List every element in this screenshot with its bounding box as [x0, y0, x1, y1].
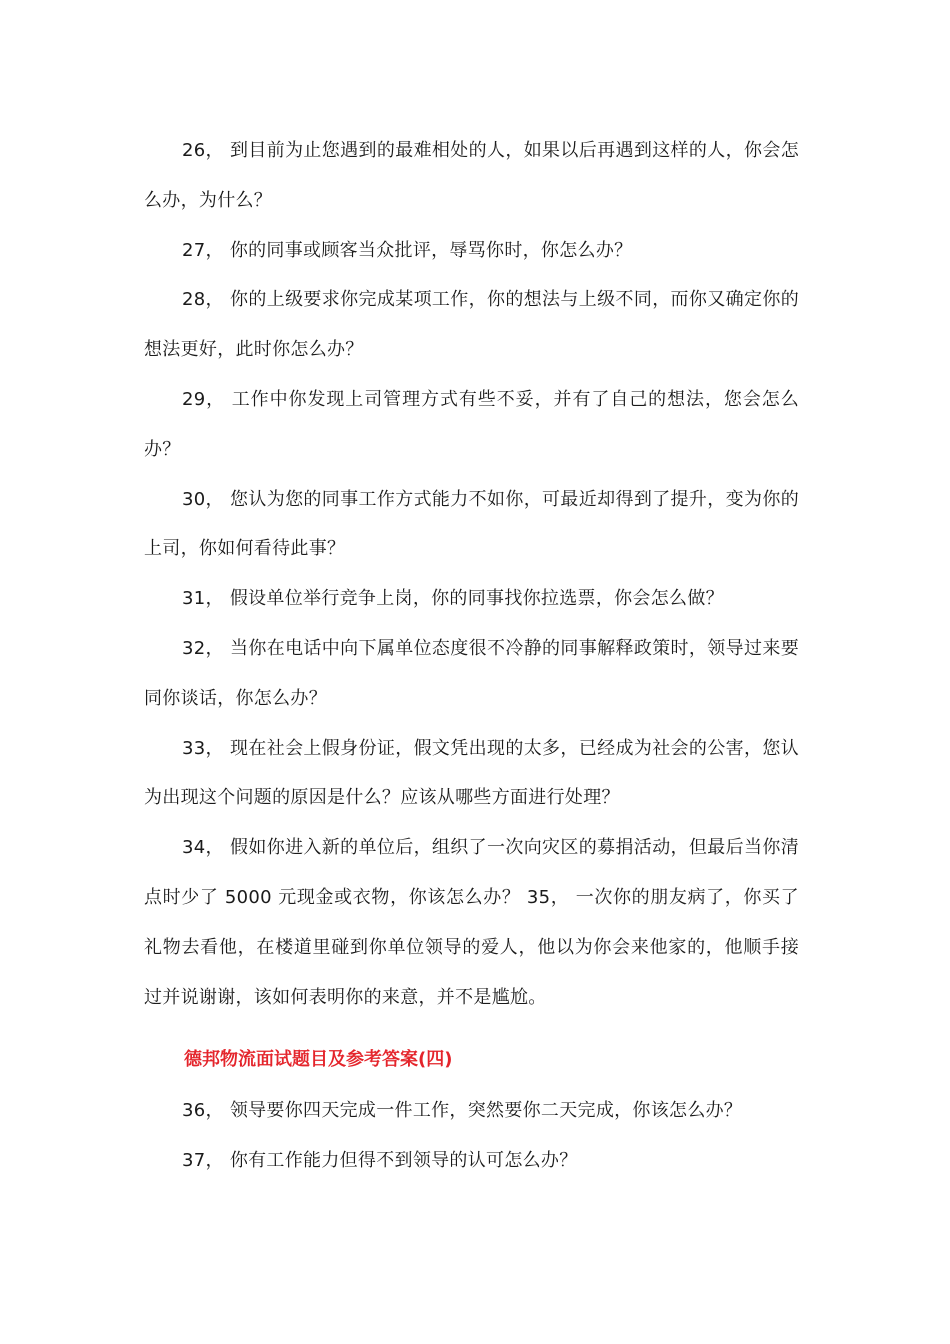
question-27: 27， 你的同事或顾客当众批评，辱骂你时，你怎么办？ — [182, 239, 633, 261]
section-heading: 德邦物流面试题目及参考答案(四) — [184, 1049, 453, 1071]
question-28: 28， 你的上级要求你完成某项工作，你的想法与上级不同，而你又确定你的想法更好，此时你怎么办？ — [144, 289, 799, 361]
question-34-35: 34， 假如你进入新的单位后，组织了一次向灾区的募捐活动，但最后当你清点时少了 5000 元现金或衣物，你该怎么办？ 35， 一次你的朋友病了，你买了礼物去看他，在楼道里碰到你单位领导的爱人，他以为你会来他家的，他顺手接过并说谢谢，该如何表明你的来意，并不是尴尬。 — [144, 837, 799, 1008]
question-32: 32， 当你在电话中向下属单位态度很不冷静的同事解释政策时，领导过来要同你谈话，你怎么办？ — [144, 637, 799, 709]
question-31: 31， 假设单位举行竞争上岗，你的同事找你拉选票，你会怎么做？ — [182, 588, 724, 610]
question-30: 30， 您认为您的同事工作方式能力不如你，可最近却得到了提升，变为你的上司，你如何看待此事？ — [144, 488, 799, 560]
question-29: 29， 工作中你发现上司管理方式有些不妥，并有了自己的想法，您会怎么办？ — [144, 388, 799, 460]
question-26: 26， 到目前为止您遇到的最难相处的人，如果以后再遇到这样的人，你会怎么办，为什么？ — [144, 140, 799, 211]
document-body — [144, 126, 799, 1186]
question-37: 37， 你有工作能力但得不到领导的认可怎么办？ — [182, 1149, 578, 1171]
question-33: 33， 现在社会上假身份证，假文凭出现的太多，已经成为社会的公害，您认为出现这个问题的原因是什么？应该从哪些方面进行处理？ — [144, 737, 799, 809]
question-36: 36， 领导要你四天完成一件工作，突然要你二天完成，你该怎么办？ — [182, 1100, 743, 1122]
